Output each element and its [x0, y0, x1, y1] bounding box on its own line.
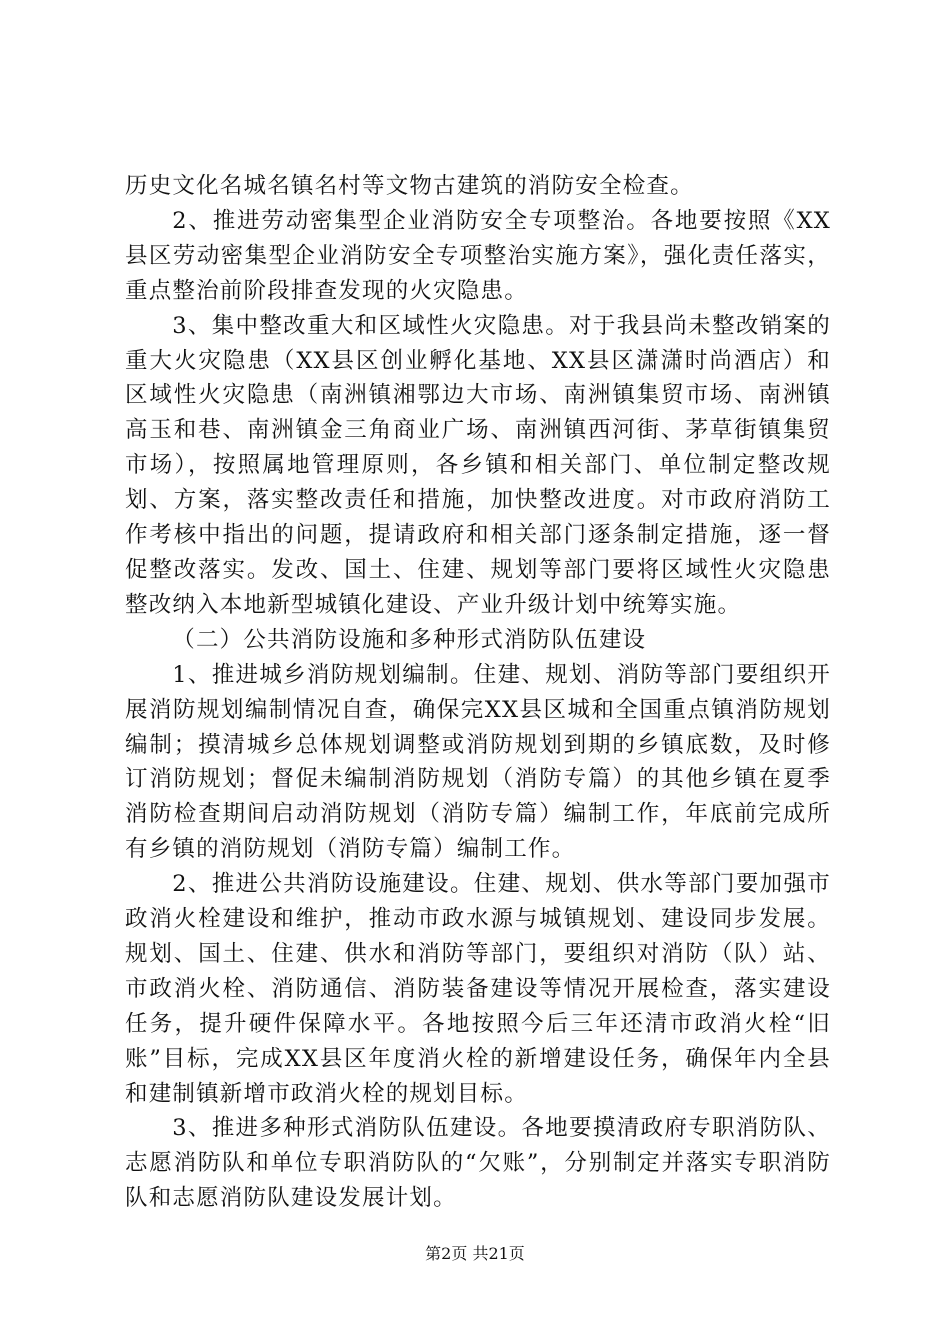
document-body: [125, 169, 831, 1216]
section-heading: （二）公共消防设施和多种形式消防队伍建设: [172, 626, 647, 653]
page-number-footer: 第2页 共21页: [425, 1244, 525, 1263]
paragraph-5: 2、推进公共消防设施建设。住建、规划、供水等部门要加强市政消火栓建设和维护，推动市政水源与城镇规划、建设同步发展。规划、国土、住建、供水和消防等部门，要组织对消防（队）站、市政消火栓、消防通信、消防装备建设等情况开展检查，落实建设任务，提升硬件保障水平。各地按照今后三年还清市政消火栓“旧账”目标，完成XX县区年度消火栓的新增建设任务，确保年内全县和建制镇新增市政消火栓的规划目标。: [125, 871, 831, 1107]
paragraph-1: 历史文化名城名镇名村等文物古建筑的消防安全检查。: [125, 173, 694, 199]
paragraph-6: 3、推进多种形式消防队伍建设。各地要摸清政府专职消防队、志愿消防队和单位专职消防队的“欠账”，分别制定并落实专职消防队和志愿消防队建设发展计划。: [125, 1115, 831, 1212]
paragraph-4: 1、推进城乡消防规划编制。住建、规划、消防等部门要组织开展消防规划编制情况自查，确保完XX县区城和全国重点镇消防规划编制；摸清城乡总体规划调整或消防规划到期的乡镇底数，及时修订消防规划；督促未编制消防规划（消防专篇）的其他乡镇在夏季消防检查期间启动消防规划（消防专篇）编制工作，年底前完成所有乡镇的消防规划（消防专篇）编制工作。: [125, 661, 831, 863]
paragraph-2: 2、推进劳动密集型企业消防安全专项整治。各地要按照《XX县区劳动密集型企业消防安全专项整治实施方案》，强化责任落实，重点整治前阶段排查发现的火灾隐患。: [125, 207, 831, 304]
paragraph-3: 3、集中整改重大和区域性火灾隐患。对于我县尚未整改销案的重大火灾隐患（XX县区创业孵化基地、XX县区潇潇时尚酒店）和区域性火灾隐患（南洲镇湘鄂边大市场、南洲镇集贸市场、南洲镇高玉和巷、南洲镇金三角商业广场、南洲镇西河街、茅草街镇集贸市场），按照属地管理原则，各乡镇和相关部门、单位制定整改规划、方案，落实整改责任和措施，加快整改进度。对市政府消防工作考核中指出的问题，提请政府和相关部门逐条制定措施，逐一督促整改落实。发改、国土、住建、规划等部门要将区域性火灾隐患整改纳入本地新型城镇化建设、产业升级计划中统筹实施。: [125, 312, 831, 618]
